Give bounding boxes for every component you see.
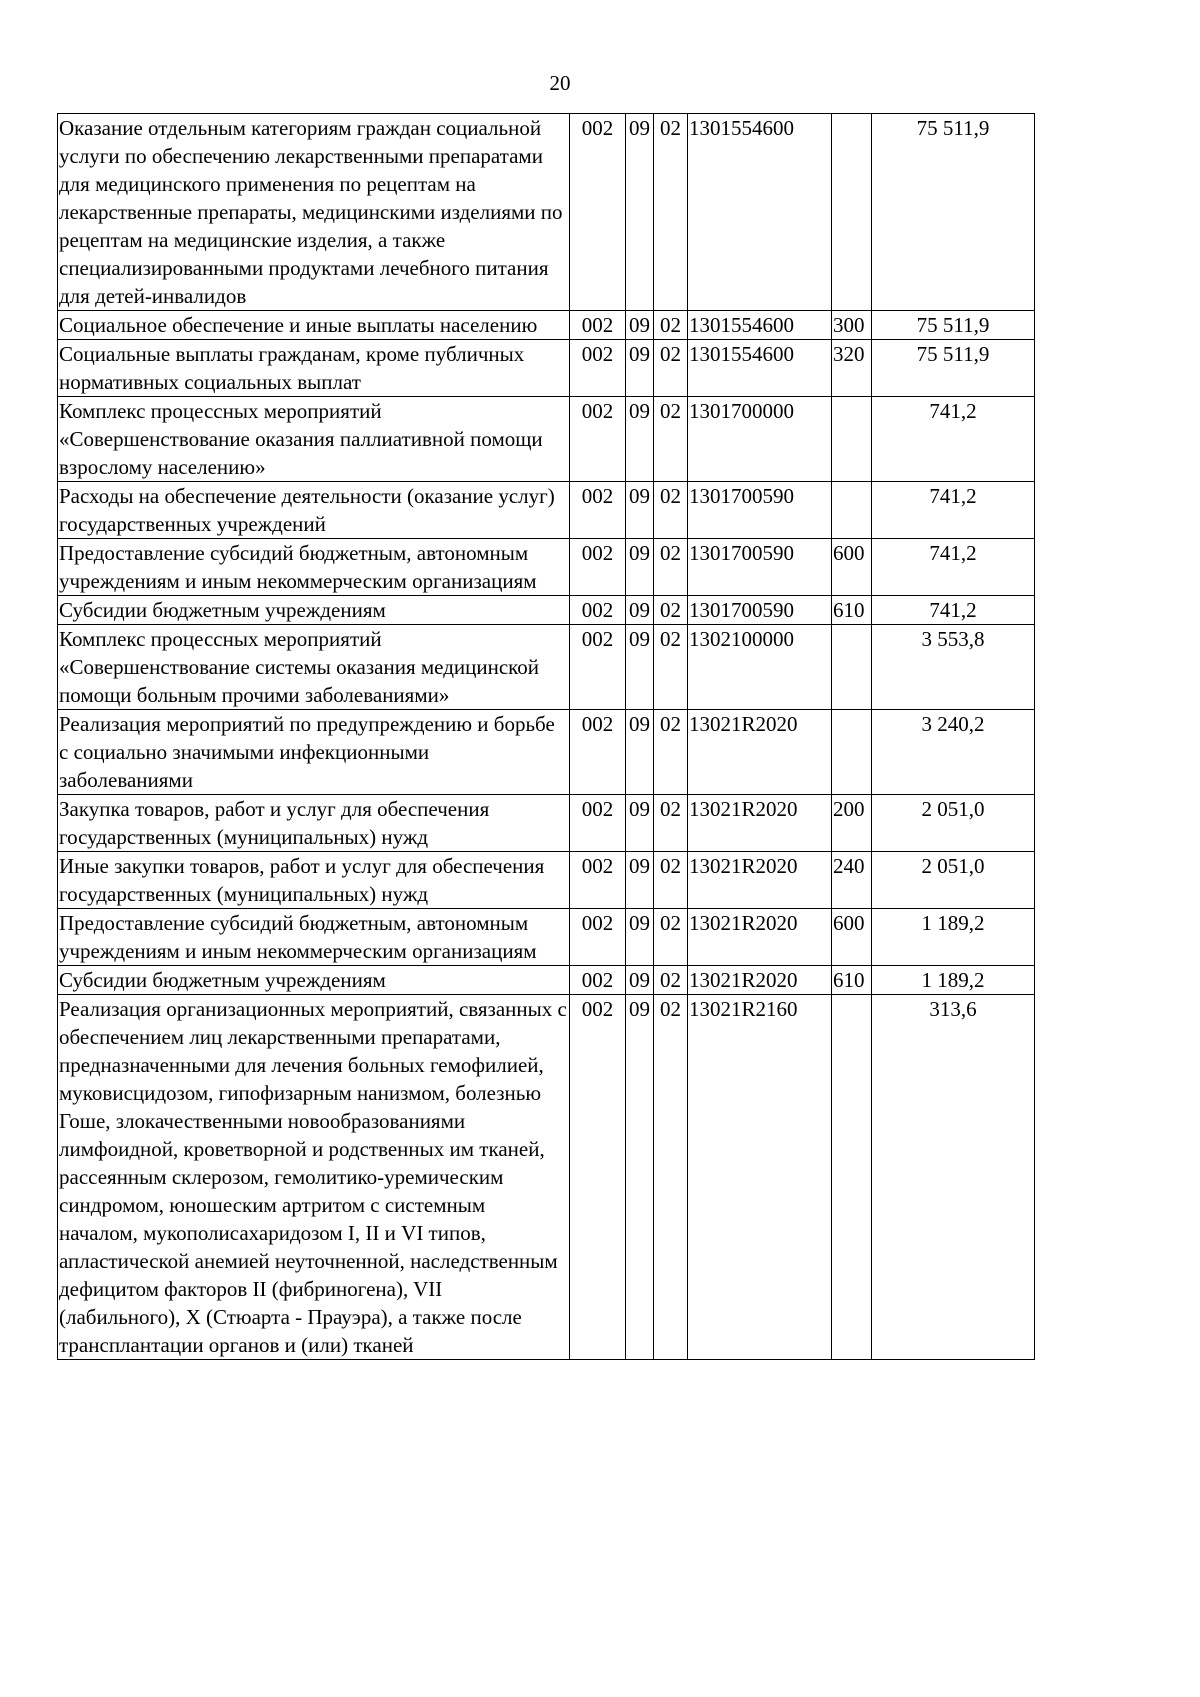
- amount: 741,2: [872, 539, 1035, 596]
- section-code: 09: [626, 311, 654, 340]
- amount: 1 189,2: [872, 909, 1035, 966]
- section-code: 09: [626, 114, 654, 311]
- section-code: 09: [626, 795, 654, 852]
- target-code: 1301554600: [688, 340, 832, 397]
- subsection-code: 02: [654, 795, 688, 852]
- target-code: 13021R2020: [688, 710, 832, 795]
- expense-type-code: [832, 710, 872, 795]
- ministry-code: 002: [570, 397, 626, 482]
- target-code: 1302100000: [688, 625, 832, 710]
- expense-type-code: 300: [832, 311, 872, 340]
- target-code: 13021R2020: [688, 966, 832, 995]
- ministry-code: 002: [570, 995, 626, 1360]
- target-code: 13021R2020: [688, 795, 832, 852]
- ministry-code: 002: [570, 596, 626, 625]
- table-row: [58, 482, 1035, 539]
- expense-type-code: [832, 625, 872, 710]
- expense-type-code: [832, 482, 872, 539]
- amount: 75 511,9: [872, 311, 1035, 340]
- amount: 313,6: [872, 995, 1035, 1360]
- section-code: 09: [626, 397, 654, 482]
- subsection-code: 02: [654, 625, 688, 710]
- ministry-code: 002: [570, 909, 626, 966]
- expense-type-code: 240: [832, 852, 872, 909]
- row-name: Комплекс процессных мероприятий «Совершенствование системы оказания медицинской помощи больным прочими заболеваниями»: [58, 625, 570, 710]
- section-code: 09: [626, 852, 654, 909]
- expense-type-code: 610: [832, 596, 872, 625]
- page-number: 20: [549, 71, 571, 95]
- ministry-code: 002: [570, 795, 626, 852]
- subsection-code: 02: [654, 482, 688, 539]
- table-row: [58, 995, 1035, 1360]
- subsection-code: 02: [654, 397, 688, 482]
- amount: 3 240,2: [872, 710, 1035, 795]
- table-row: [58, 397, 1035, 482]
- target-code: 1301554600: [688, 311, 832, 340]
- amount: 75 511,9: [872, 340, 1035, 397]
- amount: 741,2: [872, 397, 1035, 482]
- section-code: 09: [626, 340, 654, 397]
- row-name: Субсидии бюджетным учреждениям: [58, 596, 570, 625]
- table-row: [58, 114, 1035, 311]
- amount: 741,2: [872, 596, 1035, 625]
- expense-type-code: [832, 995, 872, 1360]
- ministry-code: 002: [570, 539, 626, 596]
- row-name: Социальные выплаты гражданам, кроме публичных нормативных социальных выплат: [58, 340, 570, 397]
- table-row: [58, 340, 1035, 397]
- table-row: [58, 795, 1035, 852]
- subsection-code: 02: [654, 852, 688, 909]
- table-row: [58, 596, 1035, 625]
- ministry-code: 002: [570, 625, 626, 710]
- expense-type-code: 610: [832, 966, 872, 995]
- amount: 741,2: [872, 482, 1035, 539]
- ministry-code: 002: [570, 482, 626, 539]
- amount: 75 511,9: [872, 114, 1035, 311]
- subsection-code: 02: [654, 311, 688, 340]
- section-code: 09: [626, 995, 654, 1360]
- ministry-code: 002: [570, 311, 626, 340]
- expense-type-code: 320: [832, 340, 872, 397]
- section-code: 09: [626, 482, 654, 539]
- target-code: 1301554600: [688, 114, 832, 311]
- expense-type-code: 600: [832, 909, 872, 966]
- subsection-code: 02: [654, 340, 688, 397]
- row-name: Расходы на обеспечение деятельности (оказание услуг) государственных учреждений: [58, 482, 570, 539]
- table-row: [58, 625, 1035, 710]
- table-row: [58, 311, 1035, 340]
- table-row: [58, 852, 1035, 909]
- ministry-code: 002: [570, 340, 626, 397]
- row-name: Предоставление субсидий бюджетным, автономным учреждениям и иным некоммерческим организациям: [58, 909, 570, 966]
- table-row: [58, 966, 1035, 995]
- row-name: Комплекс процессных мероприятий «Совершенствование оказания паллиативной помощи взрослому населению»: [58, 397, 570, 482]
- subsection-code: 02: [654, 966, 688, 995]
- subsection-code: 02: [654, 596, 688, 625]
- section-code: 09: [626, 710, 654, 795]
- ministry-code: 002: [570, 966, 626, 995]
- subsection-code: 02: [654, 114, 688, 311]
- section-code: 09: [626, 539, 654, 596]
- row-name: Оказание отдельным категориям граждан социальной услуги по обеспечению лекарственными препаратами для медицинского применения по рецептам на лекарственные препараты, медицинскими изделиями по рецептам на медицинские изделия, а также специализированными продуктами лечебного питания для детей-инвалидов: [58, 114, 570, 311]
- subsection-code: 02: [654, 995, 688, 1360]
- row-name: Предоставление субсидий бюджетным, автономным учреждениям и иным некоммерческим организациям: [58, 539, 570, 596]
- row-name: Реализация мероприятий по предупреждению и борьбе с социально значимыми инфекционными заболеваниями: [58, 710, 570, 795]
- section-code: 09: [626, 625, 654, 710]
- table-row: [58, 539, 1035, 596]
- target-code: 13021R2020: [688, 909, 832, 966]
- expense-type-code: [832, 114, 872, 311]
- target-code: 1301700590: [688, 596, 832, 625]
- table-row: [58, 710, 1035, 795]
- ministry-code: 002: [570, 852, 626, 909]
- target-code: 1301700000: [688, 397, 832, 482]
- subsection-code: 02: [654, 909, 688, 966]
- section-code: 09: [626, 966, 654, 995]
- subsection-code: 02: [654, 539, 688, 596]
- budget-table: [57, 113, 1035, 1360]
- row-name: Закупка товаров, работ и услуг для обеспечения государственных (муниципальных) нужд: [58, 795, 570, 852]
- section-code: 09: [626, 909, 654, 966]
- table-row: [58, 909, 1035, 966]
- section-code: 09: [626, 596, 654, 625]
- amount: 2 051,0: [872, 795, 1035, 852]
- row-name: Субсидии бюджетным учреждениям: [58, 966, 570, 995]
- amount: 2 051,0: [872, 852, 1035, 909]
- ministry-code: 002: [570, 114, 626, 311]
- amount: 1 189,2: [872, 966, 1035, 995]
- row-name: Социальное обеспечение и иные выплаты населению: [58, 311, 570, 340]
- amount: 3 553,8: [872, 625, 1035, 710]
- expense-type-code: 600: [832, 539, 872, 596]
- target-code: 1301700590: [688, 482, 832, 539]
- budget-table-body: [58, 114, 1035, 1360]
- subsection-code: 02: [654, 710, 688, 795]
- row-name: Реализация организационных мероприятий, связанных с обеспечением лиц лекарственными препаратами, предназначенными для лечения больных гемофилией, муковисцидозом, гипофизарным нанизмом, болезнью Гоше, злокачественными новообразованиями лимфоидной, кроветворной и родственных им тканей, рассеянным склерозом, гемолитико-уремическим синдромом, юношеским артритом с системным началом, мукополисахаридозом I, II и VI типов, апластической анемией неуточненной, наследственным дефицитом факторов II (фибриногена), VII (лабильного), X (Стюарта - Прауэра), а также после трансплантации органов и (или) тканей: [58, 995, 570, 1360]
- row-name: Иные закупки товаров, работ и услуг для обеспечения государственных (муниципальных) нужд: [58, 852, 570, 909]
- ministry-code: 002: [570, 710, 626, 795]
- expense-type-code: [832, 397, 872, 482]
- expense-type-code: 200: [832, 795, 872, 852]
- target-code: 13021R2160: [688, 995, 832, 1360]
- target-code: 1301700590: [688, 539, 832, 596]
- target-code: 13021R2020: [688, 852, 832, 909]
